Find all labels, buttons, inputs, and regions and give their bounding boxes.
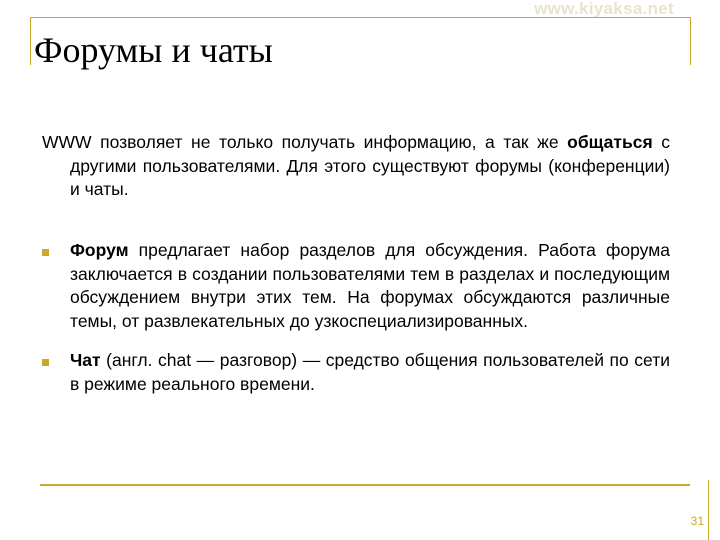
bullet-text: предлагает набор разделов для обсуждения. Работа форума заключается в создании пользователями тем в разделах и последующим обсуждением внутри этих тем. На форумах обсуждаются различные темы, от развлекательных до узкоспециализированных. bbox=[70, 240, 670, 331]
bullet-list bbox=[42, 239, 670, 412]
intro-paragraph bbox=[42, 131, 670, 202]
bullet-text: (англ. chat — разговор) — средство общения пользователей по сети в режиме реального времени. bbox=[70, 350, 670, 394]
bullet-term: Чат bbox=[70, 350, 101, 370]
title-frame-top-line bbox=[30, 17, 690, 18]
title-frame-right-line bbox=[690, 17, 691, 65]
bullet-term: Форум bbox=[70, 240, 129, 260]
slide-title: Форумы и чаты bbox=[34, 30, 273, 70]
watermark: www.kiyaksa.net bbox=[534, 0, 674, 18]
square-bullet-icon bbox=[42, 359, 49, 366]
square-bullet-icon bbox=[42, 249, 49, 256]
bottom-right-vertical-line bbox=[708, 480, 709, 540]
bullet-item-chat bbox=[42, 349, 670, 396]
bottom-divider bbox=[40, 484, 690, 486]
intro-text-before: WWW позволяет не только получать информацию, а так же bbox=[42, 132, 568, 152]
page-number: 31 bbox=[690, 514, 704, 528]
intro-text-after: с другими пользователями. Для этого существуют форумы (конференции) и чаты. bbox=[70, 132, 670, 199]
title-frame-left-line bbox=[30, 17, 31, 65]
bullet-item-forum bbox=[42, 239, 670, 333]
intro-bold-word: общаться bbox=[567, 132, 653, 152]
